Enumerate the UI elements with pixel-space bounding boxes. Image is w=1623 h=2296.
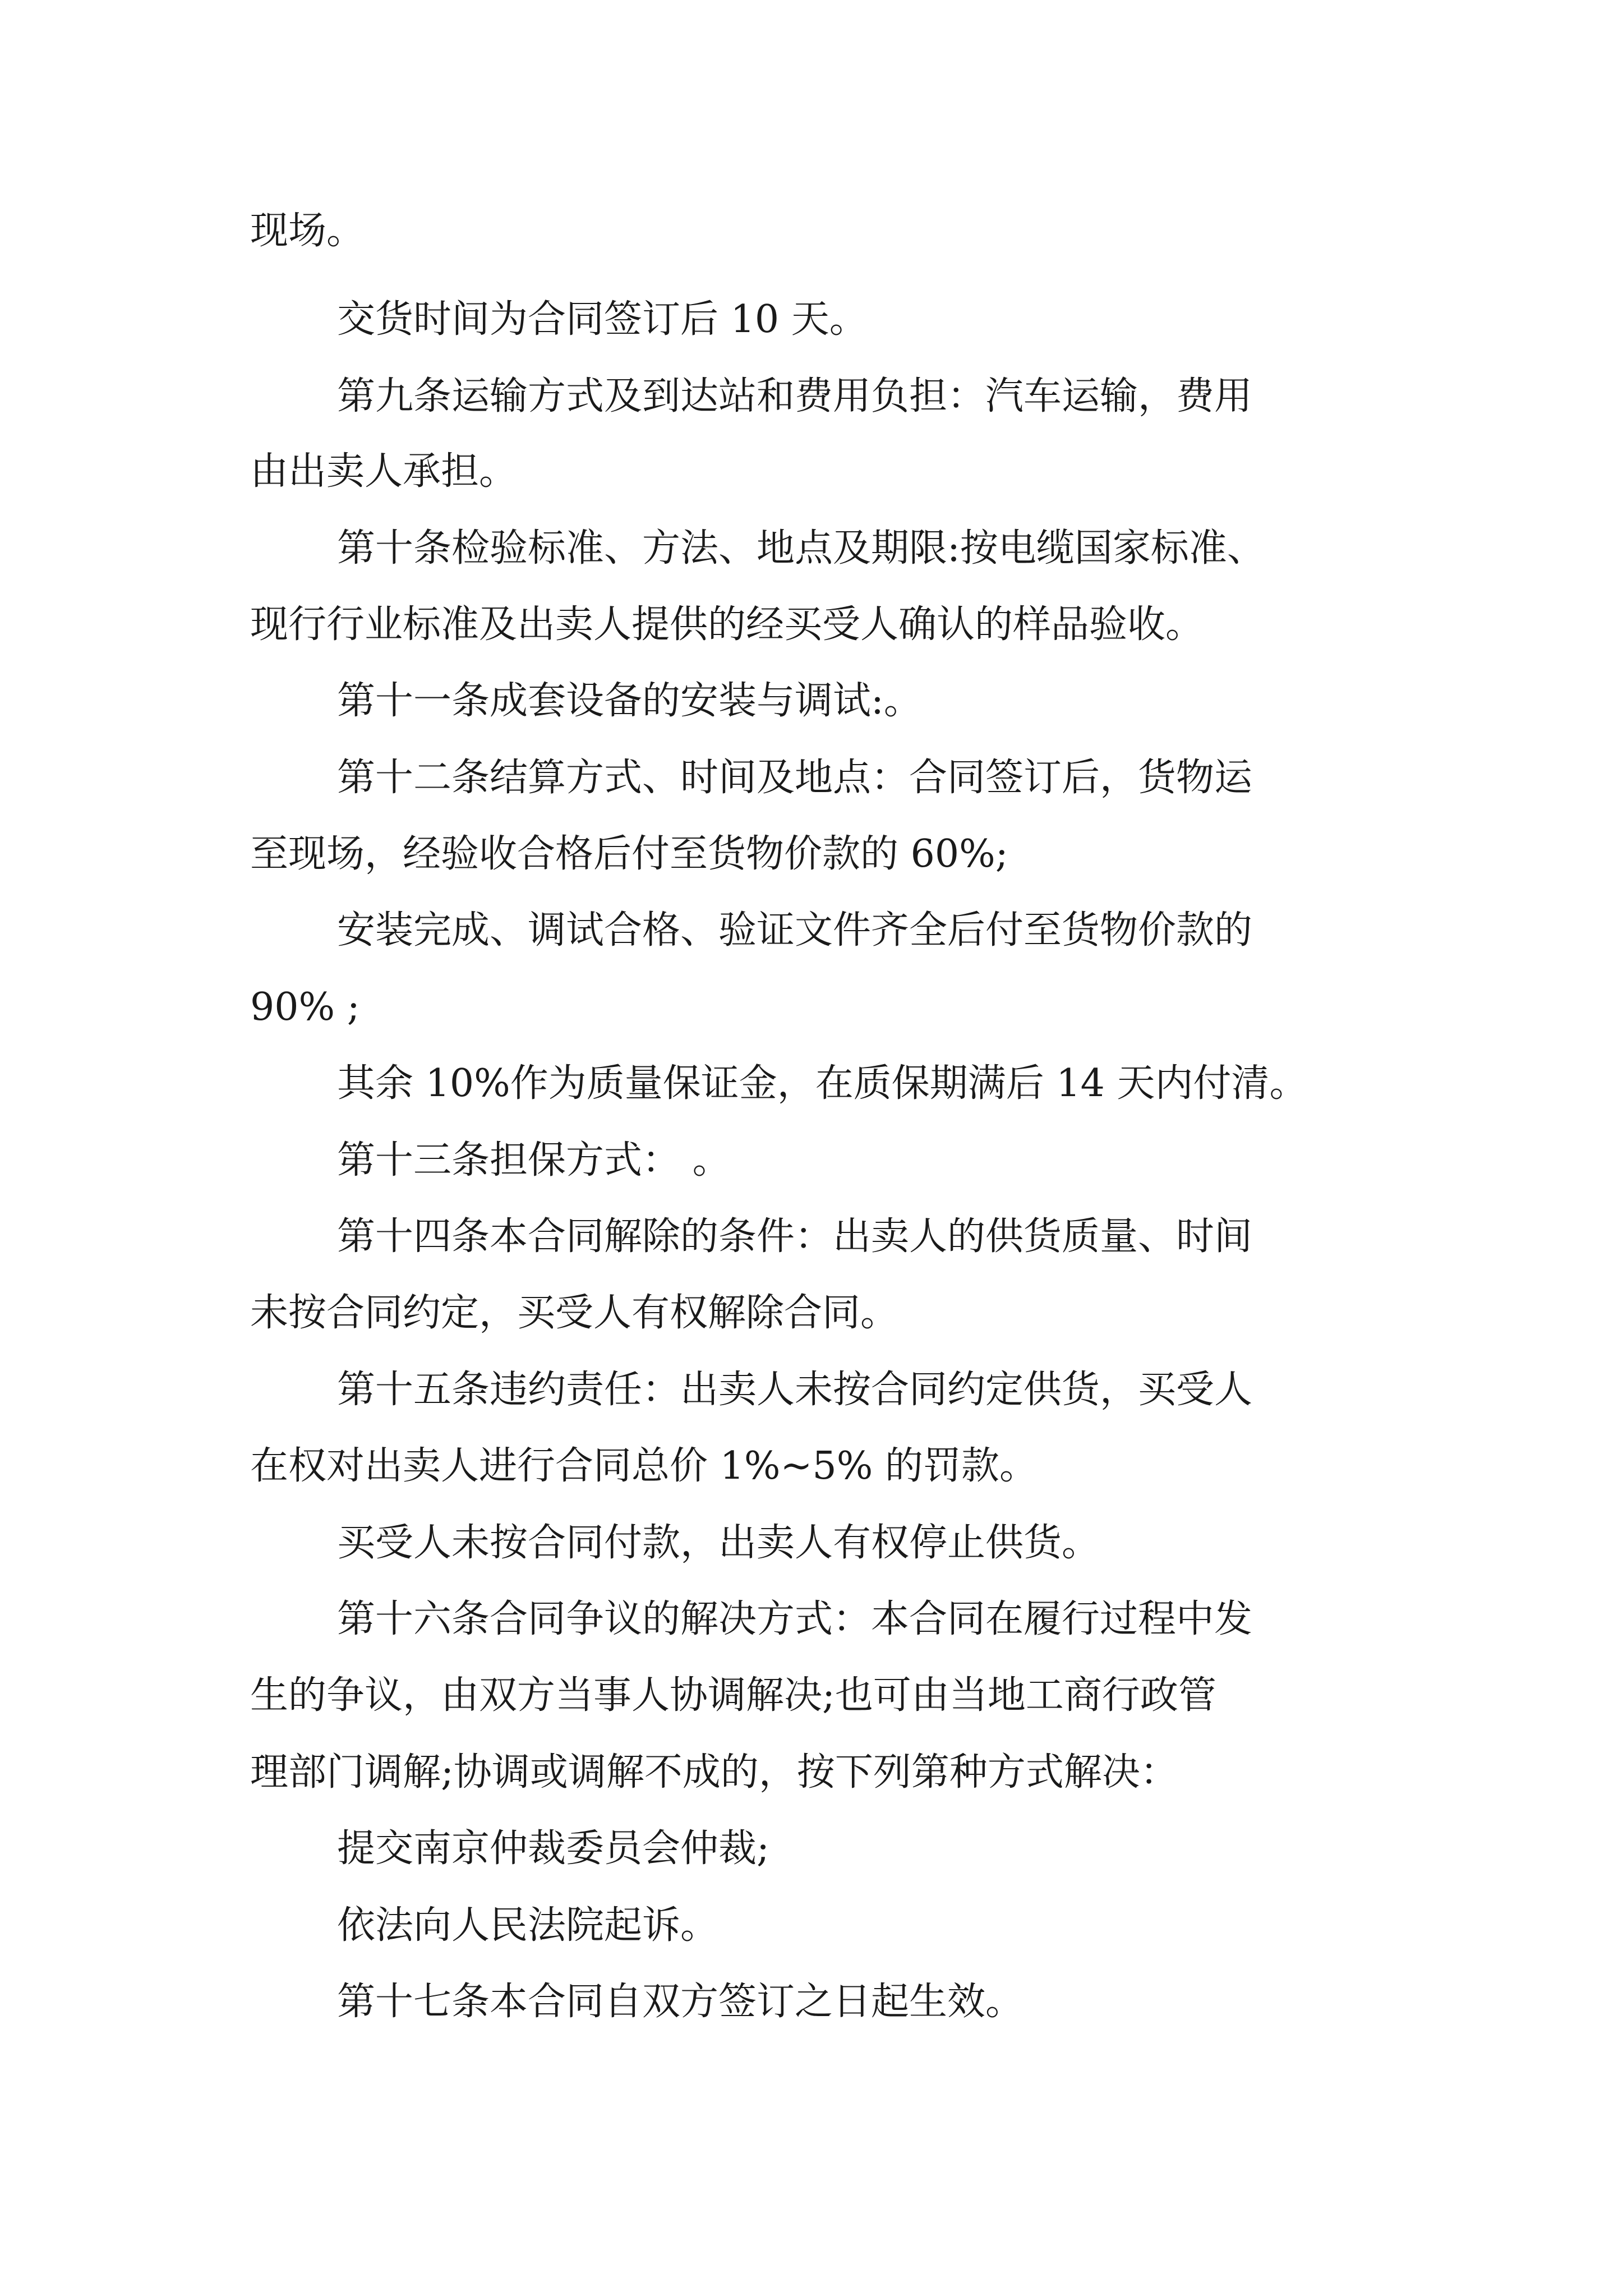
text-line: 现行行业标准及出卖人提供的经买受人确认的样品验收。 bbox=[250, 602, 1204, 647]
text-line: 90% ; bbox=[250, 985, 360, 1029]
text-line: 第十五条违约责任：出卖人未按合同约定供货，买受人 bbox=[337, 1368, 1253, 1412]
text-line: 买受人未按合同付款，出卖人有权停止供货。 bbox=[337, 1521, 1100, 1565]
text-line: 在权对出卖人进行合同总价 1%~5% 的罚款。 bbox=[250, 1444, 1038, 1488]
text-line: 第十四条本合同解除的条件：出卖人的供货质量、时间 bbox=[337, 1214, 1253, 1259]
text-line: 第十六条合同争议的解决方式：本合同在履行过程中发 bbox=[337, 1597, 1253, 1641]
text-line: 由出卖人承担。 bbox=[250, 449, 518, 494]
text-line: 依法向人民法院起诉。 bbox=[337, 1903, 719, 1948]
text-line: 提交南京仲裁委员会仲裁; bbox=[337, 1826, 769, 1871]
text-line: 第十条检验标准、方法、地点及期限:按电缆国家标准、 bbox=[337, 526, 1265, 570]
text-line: 第十二条结算方式、时间及地点：合同签订后，货物运 bbox=[337, 756, 1253, 800]
text-line: 交货时间为合同签订后 10 天。 bbox=[337, 297, 868, 342]
text-line: 至现场，经验收合格后付至货物价款的 60%; bbox=[250, 832, 1008, 876]
text-line: 理部门调解;协调或调解不成的，按下列第种方式解决： bbox=[250, 1750, 1178, 1795]
text-line: 未按合同约定，买受人有权解除合同。 bbox=[250, 1291, 899, 1335]
text-line: 第九条运输方式及到达站和费用负担：汽车运输，费用 bbox=[337, 374, 1253, 418]
text-line: 生的争议，由双方当事人协调解决;也可由当地工商行政管 bbox=[250, 1673, 1216, 1718]
text-line: 安装完成、调试合格、验证文件齐全后付至货物价款的 bbox=[337, 908, 1253, 953]
text-line: 第十三条担保方式： 。 bbox=[337, 1138, 731, 1182]
text-line: 现场。 bbox=[250, 209, 365, 253]
text-line: 第十一条成套设备的安装与调试:。 bbox=[337, 679, 922, 723]
text-line: 第十七条本合同自双方签订之日起生效。 bbox=[337, 1980, 1024, 2024]
text-line: 其余 10%作为质量保证金，在质保期满后 14 天内付清。 bbox=[337, 1061, 1308, 1106]
